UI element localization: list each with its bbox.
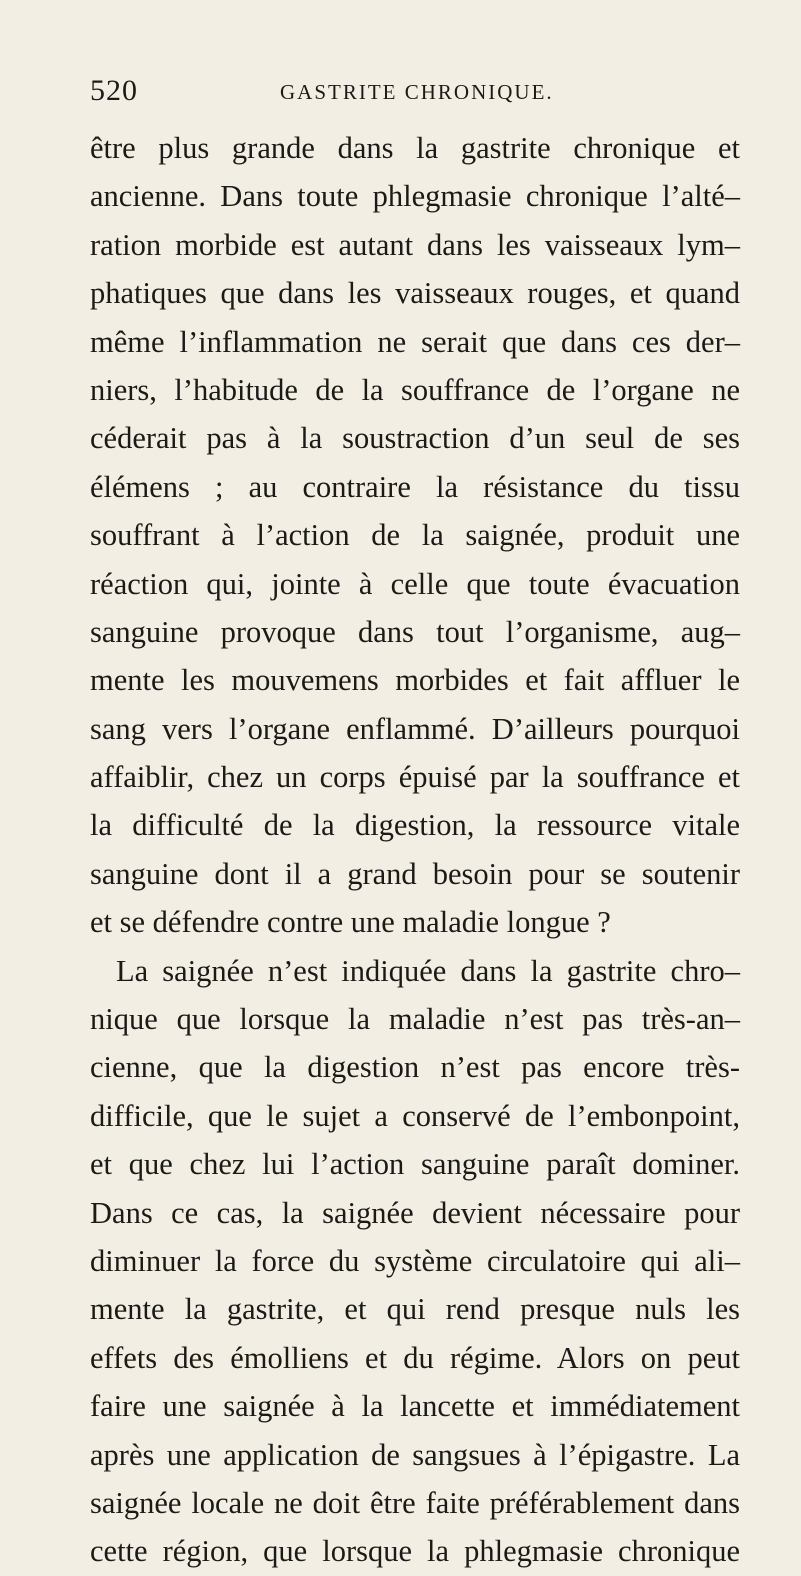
text-line-paragraph-end: et se défendre contre une maladie longue ? xyxy=(90,905,611,940)
text-line: et que chez lui l’action sanguine paraît dominer. xyxy=(90,1147,740,1182)
text-line: la difficulté de la digestion, la ressource vitale xyxy=(90,808,740,843)
text-line: faire une saignée à la lancette et immédiatement xyxy=(90,1389,740,1424)
text-line: même l’inflammation ne serait que dans ces der– xyxy=(90,324,740,359)
page-number: 520 xyxy=(90,74,138,107)
text-line: phatiques que dans les vaisseaux rouges, et quand xyxy=(90,276,740,311)
text-line: ancienne. Dans toute phlegmasie chronique l’alté– xyxy=(90,179,740,214)
text-line: niers, l’habitude de la souffrance de l’organe ne xyxy=(90,372,740,407)
text-line: réaction qui, jointe à celle que toute évacuation xyxy=(90,566,740,601)
text-line: sanguine dont il a grand besoin pour se soutenir xyxy=(90,856,740,891)
text-line: être plus grande dans la gastrite chronique et xyxy=(90,131,740,165)
text-line: diminuer la force du système circulatoire qui ali– xyxy=(90,1243,740,1278)
text-line: élémens ; au contraire la résistance du tissu xyxy=(90,469,740,504)
text-line: difficile, que le sujet a conservé de l’embonpoint, xyxy=(90,1098,740,1133)
page-header xyxy=(90,74,730,114)
text-line: effets des émolliens et du régime. Alors on peut xyxy=(90,1340,740,1375)
text-line: nique que lorsque la maladie n’est pas très-an– xyxy=(90,1002,740,1037)
body-text xyxy=(90,124,740,1576)
text-line: souffrant à l’action de la saignée, produit une xyxy=(90,518,740,553)
text-line: Dans ce cas, la saignée devient nécessaire pour xyxy=(90,1195,740,1230)
running-title: GASTRITE CHRONIQUE. xyxy=(280,80,554,104)
text-line: sanguine provoque dans tout l’organisme, aug– xyxy=(90,614,740,649)
text-line: cienne, que la digestion n’est pas encore très- xyxy=(90,1050,740,1085)
text-line: mente la gastrite, et qui rend presque nuls les xyxy=(90,1292,740,1327)
text-line: ration morbide est autant dans les vaisseaux lym– xyxy=(90,227,740,262)
text-line: céderait pas à la soustraction d’un seul de ses xyxy=(90,421,740,456)
text-line: affaiblir, chez un corps épuisé par la souffrance et xyxy=(90,760,740,795)
text-line: mente les mouvemens morbides et fait affluer le xyxy=(90,663,740,698)
text-line: saignée locale ne doit être faite préférablement dans xyxy=(90,1485,740,1520)
text-line-paragraph-start: La saignée n’est indiquée dans la gastrite chro– xyxy=(116,953,740,988)
text-line: sang vers l’organe enflammé. D’ailleurs pourquoi xyxy=(90,711,740,746)
text-line: après une application de sangsues à l’épigastre. La xyxy=(90,1437,740,1472)
text-line: cette région, que lorsque la phlegmasie chronique xyxy=(90,1534,740,1569)
